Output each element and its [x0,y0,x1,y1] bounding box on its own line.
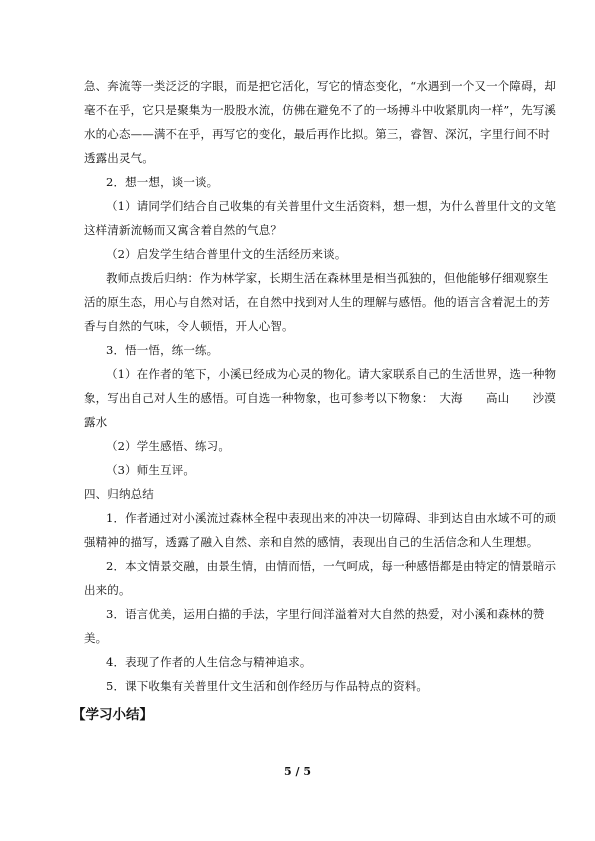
body-line: 5．课下收集有关普里什文生活和创作经历与作品特点的资料。 [106,679,429,693]
body-line: 急、奔流等一类泛泛的字眼，而是把它活化，写它的情态变化，“水遇到一个又一个障碍，却 [84,79,557,93]
body-line: 活的原生态，用心与自然对话，在自然中找到对人生的理解与感悟。他的语言含着泥土的芳 [84,295,550,309]
body-line: （2）启发学生结合普里什文的生活经历来谈。 [106,247,347,261]
section-heading: 四、归纳总结 [84,487,154,501]
section-item: 2．想一想，谈一谈。 [106,175,219,189]
body-line: （2）学生感悟、练习。 [106,439,230,453]
body-line: 这样清新流畅而又寓含着自然的气息？ [84,223,283,237]
page-number: 5 / 5 [284,765,311,778]
body-line: 教师点拨后归纳：作为林学家，长期生活在森林里是相当孤独的，但他能够仔细观察生 [106,271,549,285]
body-line: 香与自然的气味，令人顿悟，开人心智。 [84,319,294,333]
body-line: 4．表现了作者的人生信念与精神追求。 [106,655,312,669]
body-line: 透露出灵气。 [84,151,154,165]
body-line: （1）请同学们结合自己收集的有关普里什文生活资料，想一想，为什么普里什文的文笔 [106,199,557,213]
body-line: 3．语言优美，运用白描的手法，字里行间洋溢着对大自然的热爱，对小溪和森林的赞 [106,607,545,621]
body-line: 露水 [84,415,108,429]
body-line: 1．作者通过对小溪流过森林全程中表现出来的冲决一切障碍、非到达自由水域不可的顽 [106,511,557,525]
body-line: 2．本文情景交融，由景生情，由情而悟，一气呵成，每一种感悟都是由特定的情景暗示 [106,559,557,573]
body-line: 象，写出自己对人生的感悟。可自选一种物象，也可参考以下物象： 大海 高山 沙漠 [84,391,556,405]
body-line: （3）师生互评。 [106,463,196,477]
body-line: 毫不在乎，它只是聚集为一股股水流，仿佛在避免不了的一场搏斗中收紧肌肉一样”，先写溪 [84,103,557,117]
body-line: 强精神的描写，透露了融入自然、亲和自然的感情，表现出自己的生活信念和人生理想。 [84,535,539,549]
section-item: 3．悟一悟，练一练。 [106,343,219,357]
summary-heading: 【学习小结】 [72,707,153,723]
body-line: 美。 [84,631,108,645]
body-line: 出来的。 [84,583,131,597]
body-line: 水的心态——满不在乎，再写它的变化，最后再作比拟。第三，睿智、深沉，字里行间不时 [84,127,550,141]
body-line: （1）在作者的笔下，小溪已经成为心灵的物化。请大家联系自己的生活世界，选一种物 [106,367,557,381]
